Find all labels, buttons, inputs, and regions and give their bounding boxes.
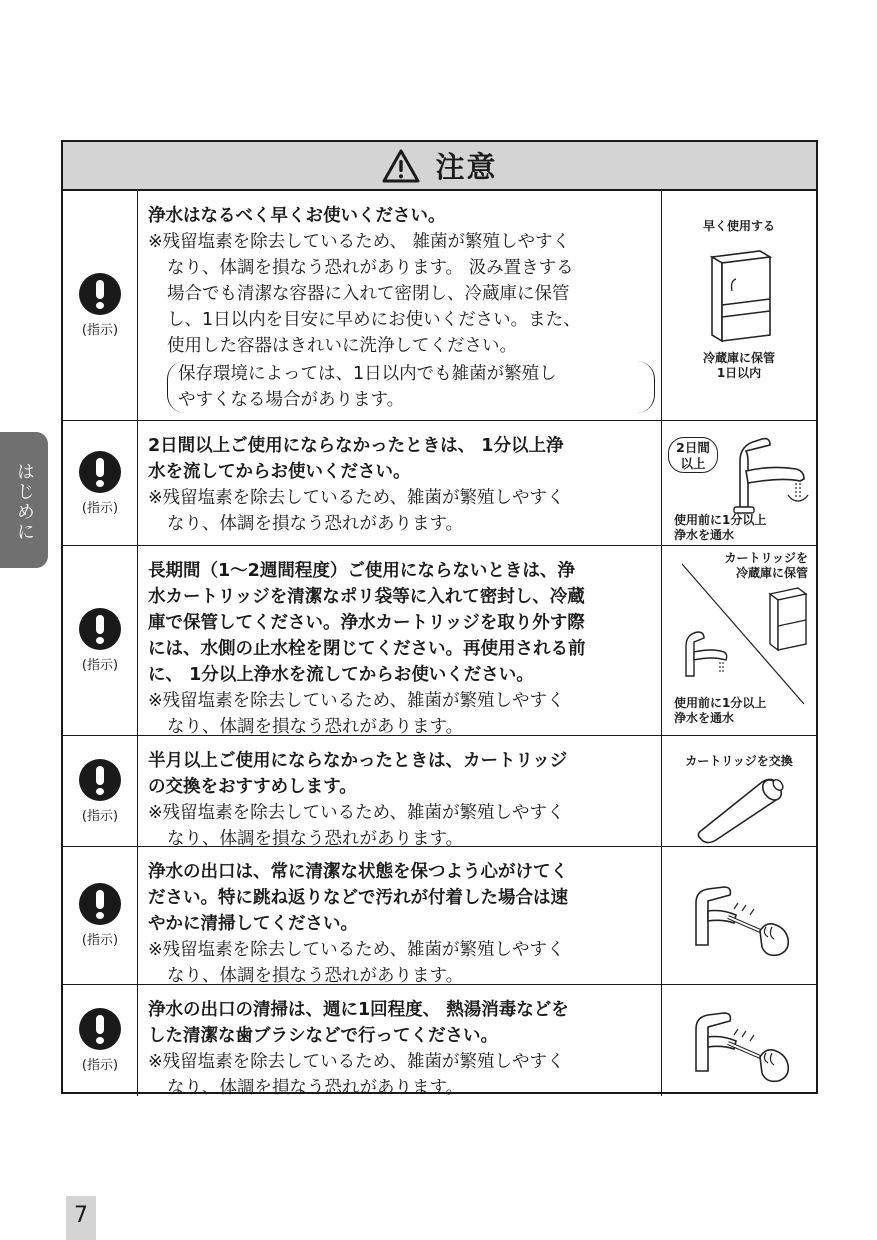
heading-line: 庫で保管してください。浄水カートリッジを取り外す際	[148, 613, 585, 633]
caution-header	[63, 142, 816, 191]
caution-heading	[148, 558, 655, 688]
page-number: 7	[66, 1196, 96, 1240]
note-line: なり、体調を損なう恐れがあります。 汲み置きする	[167, 258, 574, 278]
caution-text	[138, 546, 662, 735]
caution-row	[63, 985, 816, 1096]
cartridge-icon	[662, 736, 816, 847]
caution-note	[148, 937, 655, 989]
caption-line: 使用前に1分以上	[674, 696, 767, 710]
heading-line: した清潔な歯ブラシなどで行ってください。	[148, 1026, 498, 1046]
instruction-label: (指示)	[81, 933, 119, 948]
heading-line: 水を流してからお使いください。	[148, 462, 411, 482]
instruction-mark	[63, 847, 138, 984]
caution-note	[148, 229, 655, 359]
caution-title: 注意	[435, 150, 498, 184]
note-line: 保存環境によっては、1日以内でも雑菌が繁殖し	[178, 364, 557, 384]
note-line: ※残留塩素を除去しているため、雑菌が繁殖しやすく	[148, 1052, 565, 1072]
cleaning-illustration	[662, 847, 816, 984]
caution-note	[148, 1049, 655, 1101]
note-line: なり、体調を損なう恐れがあります。	[167, 829, 464, 849]
instruction-mark	[63, 191, 138, 420]
illustration-caption: 早く使用する	[702, 219, 775, 233]
caution-row	[63, 546, 816, 736]
caption-line: 浄水を通水	[674, 528, 735, 542]
instruction-mark	[63, 546, 138, 735]
caution-row	[63, 847, 816, 985]
note-line: 場合でも清潔な容器に入れて密閉し、冷蔵庫に保管	[167, 284, 570, 304]
caption-line: 1日以内	[716, 366, 762, 380]
note-line: なり、体調を損なう恐れがあります。	[167, 514, 464, 534]
instruction-mark	[63, 736, 138, 846]
heading-line: の交換をおすすめします。	[148, 777, 357, 797]
caution-heading: 浄水はなるべく早くお使いください。	[148, 206, 446, 226]
caution-table	[61, 140, 818, 1098]
caution-note	[148, 485, 655, 537]
storage-illustration	[662, 546, 816, 735]
heading-line: 半月以上ご使用にならなかったときは、カートリッジ	[148, 751, 568, 771]
warning-triangle-icon	[381, 148, 421, 184]
illustration-caption	[674, 513, 766, 543]
caption-line: 浄水を通水	[674, 711, 735, 725]
heading-line: 長期間（1～2週間程度）ご使用にならないときは、浄	[148, 561, 575, 581]
caution-row	[63, 191, 816, 421]
caption-line: カートリッジを	[724, 551, 808, 565]
bubble-line: 2日間	[676, 440, 710, 455]
note-line: なり、体調を損なう恐れがあります。	[167, 966, 464, 986]
caution-heading	[148, 997, 655, 1049]
instruction-label: (指示)	[81, 500, 119, 516]
heading-line: に、 1分以上浄水を流してからお使いください。	[148, 665, 534, 685]
caution-text	[138, 736, 662, 849]
note-line: し、1日以内を目安に早めにお使いください。また、	[167, 310, 581, 330]
instruction-label: (指示)	[81, 323, 119, 338]
instruction-label: (指示)	[81, 808, 119, 824]
exclamation-icon	[79, 273, 121, 315]
heading-line: 2日間以上ご使用にならなかったときは、 1分以上浄	[148, 436, 564, 456]
note-line: 使用した容器はきれいに洗浄してください。	[167, 336, 517, 356]
caution-note	[148, 688, 655, 740]
note-line: ※残留塩素を除去しているため、雑菌が繁殖しやすく	[148, 803, 565, 823]
illustration-caption	[674, 696, 766, 726]
heading-line: には、水側の止水栓を閉じてください。再使用される前	[148, 639, 586, 659]
toothbrush-cleaning-icon	[662, 985, 816, 1096]
supplementary-note	[167, 361, 655, 413]
faucet-illustration	[662, 421, 816, 545]
note-line: やすくなる場合があります。	[178, 390, 405, 410]
caution-text	[138, 421, 662, 545]
instruction-mark	[63, 421, 138, 545]
instruction-label: (指示)	[81, 1058, 119, 1073]
heading-line: 浄水の出口は、常に清潔な状態を保つよう心がけてく	[148, 862, 568, 882]
caution-heading	[148, 433, 655, 485]
section-tab	[0, 432, 48, 568]
toothbrush-cleaning-icon	[662, 847, 816, 985]
note-line: ※残留塩素を除去しているため、雑菌が繁殖しやすく	[148, 488, 565, 508]
caution-text	[138, 847, 662, 984]
instruction-mark	[63, 985, 138, 1096]
caption-line: 使用前に1分以上	[674, 513, 767, 527]
cartridge-illustration	[662, 736, 816, 846]
caution-heading	[148, 859, 655, 937]
note-line: なり、体調を損なう恐れがあります。	[167, 717, 464, 737]
exclamation-icon	[79, 883, 121, 925]
section-tab-label: はじめに	[14, 462, 35, 542]
caption-line: 冷蔵庫に保管	[702, 351, 775, 365]
exclamation-icon	[79, 1008, 121, 1050]
refrigerator-illustration	[662, 191, 816, 420]
heading-line: やかに清掃してください。	[148, 914, 358, 934]
caution-heading	[148, 748, 655, 800]
note-line: なり、体調を損なう恐れがあります。	[167, 1078, 464, 1098]
caption-line: 冷蔵庫に保管	[735, 566, 808, 580]
caution-text	[138, 191, 662, 420]
refrigerator-icon	[662, 191, 816, 421]
illustration-caption: カートリッジを交換	[685, 754, 793, 768]
heading-line: ださい。特に跳ね返りなどで汚れが付着した場合は速	[148, 888, 568, 908]
exclamation-icon	[79, 759, 121, 801]
note-line: ※残留塩素を除去しているため、雑菌が繁殖しやすく	[148, 940, 565, 960]
caution-row	[63, 736, 816, 847]
caution-text	[138, 985, 662, 1096]
exclamation-icon	[79, 608, 121, 650]
note-line: ※残留塩素を除去しているため、 雑菌が繁殖しやすく	[148, 232, 571, 252]
note-line: ※残留塩素を除去しているため、雑菌が繁殖しやすく	[148, 691, 565, 711]
heading-line: 浄水の出口の清掃は、週に1回程度、 熱湯消毒などを	[148, 1000, 569, 1020]
bubble-line: 以上	[680, 456, 706, 471]
caution-row	[63, 421, 816, 546]
caution-note	[148, 800, 655, 852]
heading-line: 水カートリッジを清潔なポリ袋等に入れて密封し、冷蔵	[148, 587, 585, 607]
cleaning-illustration	[662, 985, 816, 1096]
instruction-label: (指示)	[81, 658, 119, 673]
illustration-caption	[662, 351, 816, 381]
exclamation-icon	[79, 451, 121, 493]
